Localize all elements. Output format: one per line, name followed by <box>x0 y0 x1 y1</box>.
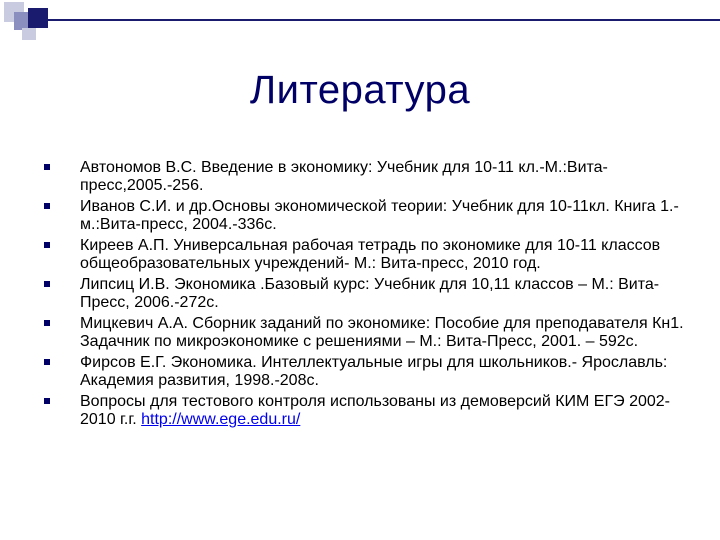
references-list <box>44 159 694 429</box>
reference-text: Липсиц И.В. Экономика .Базовый курс: Учебник для 10,11 классов – М.: Вита-Пресс, 2006.-272с. <box>80 276 660 311</box>
reference-item <box>44 276 694 312</box>
reference-item <box>44 315 694 351</box>
reference-item <box>44 237 694 273</box>
reference-text: Киреев А.П. Универсальная рабочая тетрадь по экономике для 10-11 классов общеобразовательных учреждений- М.: Вита-пресс, 2010 год. <box>80 237 661 272</box>
square-bullet-icon <box>44 203 50 209</box>
reference-item <box>44 159 694 195</box>
square-bullet-icon <box>44 398 50 404</box>
ege-website-link[interactable]: http://www.ege.edu.ru/ <box>141 411 301 428</box>
reference-text: Мицкевич А.А. Сборник заданий по экономике: Пособие для преподавателя Кн1. Задачник по микроэкономике с решениями – М.: Вита-Пресс, 2001. – 592с. <box>80 315 684 350</box>
square-bullet-icon <box>44 359 50 365</box>
reference-text: Автономов В.С. Введение в экономику: Учебник для 10-11 кл.-М.:Вита-пресс,2005.-256. <box>80 159 608 194</box>
reference-item <box>44 354 694 390</box>
reference-text: Фирсов Е.Г. Экономика. Интеллектуальные игры для школьников.- Ярославль: Академия развития, 1998.-208с. <box>80 354 668 389</box>
decorative-squares-graphic <box>0 0 720 42</box>
reference-item <box>44 198 694 234</box>
reference-item <box>44 393 694 429</box>
square-bullet-icon <box>44 281 50 287</box>
reference-text: Вопросы для тестового контроля использованы из демоверсий КИМ ЕГЭ 2002-2010 г.г. <box>80 393 670 428</box>
deco-square-dark-1 <box>28 8 48 28</box>
header-decoration <box>0 0 720 42</box>
reference-text: Иванов С.И. и др.Основы экономической теории: Учебник для 10-11кл. Книга 1.-м.:Вита-пресс, 2004.-336с. <box>80 198 679 233</box>
square-bullet-icon <box>44 164 50 170</box>
square-bullet-icon <box>44 242 50 248</box>
square-bullet-icon <box>44 320 50 326</box>
deco-square-pale-2 <box>22 28 36 40</box>
slide-title: Литература <box>249 68 471 112</box>
